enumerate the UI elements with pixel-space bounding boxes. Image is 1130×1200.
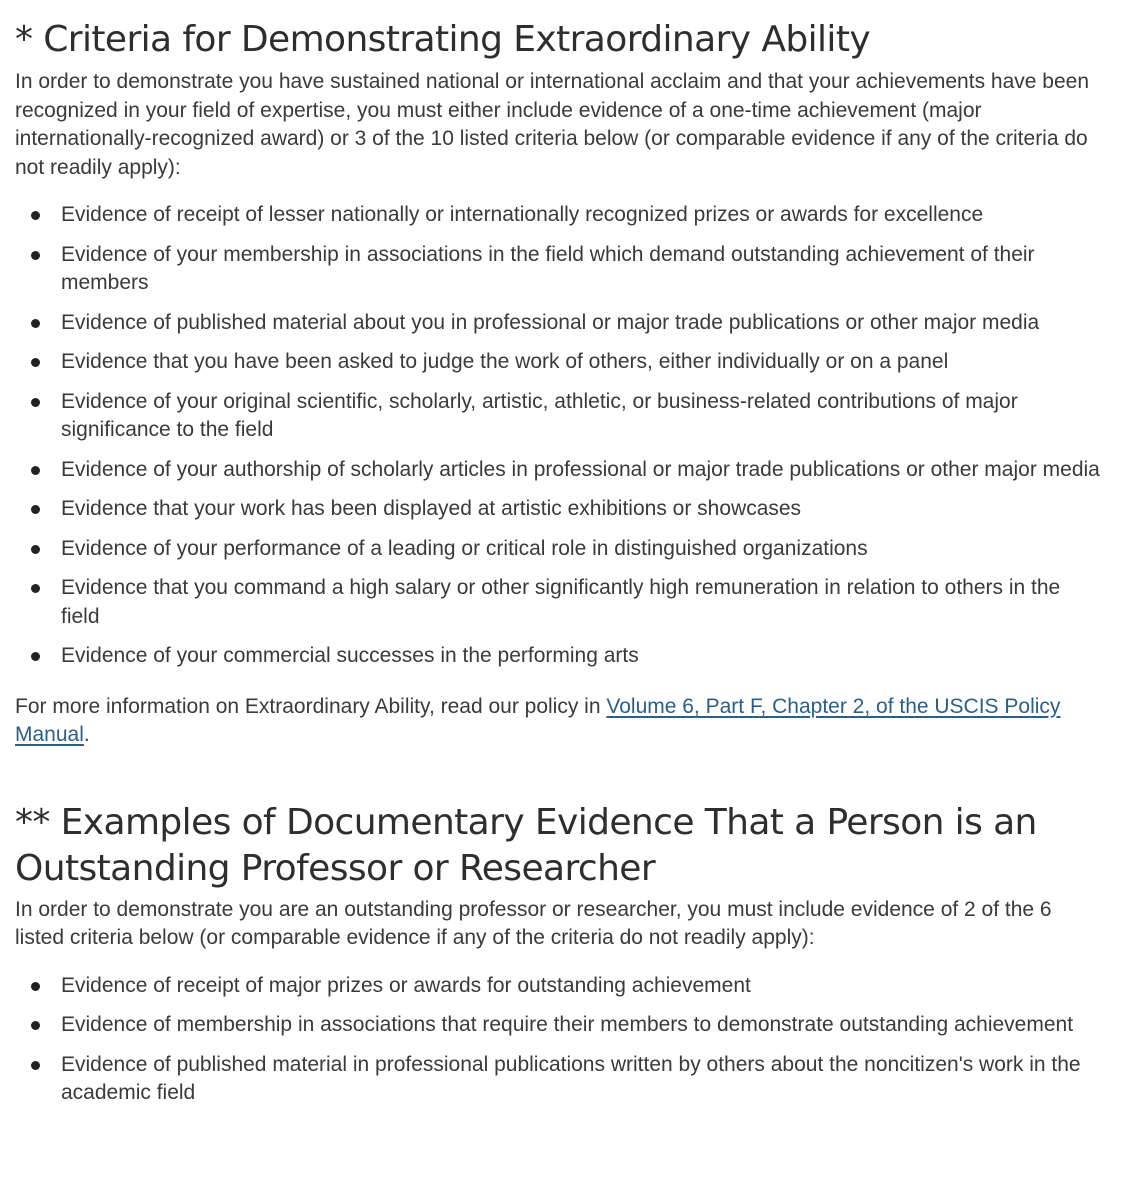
outstanding-professor-heading: ** Examples of Documentary Evidence That a Person is an Outstanding Professor or Researcher (15, 801, 1037, 889)
list-item-text: Evidence of receipt of major prizes or awards for outstanding achievement (61, 973, 751, 997)
list-item (15, 495, 1102, 524)
outstanding-professor-criteria-list (15, 972, 1102, 1108)
bullet-icon (31, 982, 40, 991)
list-item-text: Evidence that you command a high salary or other significantly high remuneration in relation to others in the field (61, 576, 1061, 628)
list-item (15, 241, 1102, 298)
list-item-text: Evidence that your work has been displayed at artistic exhibitions or showcases (61, 497, 802, 520)
bullet-icon (31, 319, 40, 328)
list-item (15, 642, 1102, 671)
extraordinary-ability-criteria-list (15, 201, 1102, 671)
list-item (15, 309, 1102, 338)
list-item-text: Evidence of your authorship of scholarly articles in professional or major trade publications or other major media (61, 457, 1100, 481)
bullet-icon (31, 1021, 40, 1030)
bullet-icon (31, 584, 40, 593)
list-item (15, 1011, 1102, 1040)
bullet-icon (31, 505, 40, 514)
list-item (15, 535, 1102, 564)
outstanding-professor-intro: In order to demonstrate you are an outstanding professor or researcher, you must include evidence of 2 of the 6 listed criteria below (or comparable evidence if any of the criteria do not readily apply): (15, 897, 1052, 949)
list-item (15, 348, 1102, 377)
bullet-icon (31, 545, 40, 554)
list-item-text: Evidence of receipt of lesser nationally or internationally recognized prizes or awards for excellence (61, 203, 984, 226)
more-info-prefix: For more information on Extraordinary Ability, read our policy in (15, 694, 607, 718)
bullet-icon (31, 652, 40, 661)
bullet-icon (31, 466, 40, 475)
extraordinary-ability-heading: * Criteria for Demonstrating Extraordinary Ability (15, 19, 871, 60)
list-item (15, 574, 1102, 631)
list-item (15, 201, 1102, 230)
list-item-text: Evidence of your performance of a leading or critical role in distinguished organizations (61, 536, 868, 560)
list-item (15, 972, 1102, 1001)
bullet-icon (31, 251, 40, 260)
bullet-icon (31, 398, 40, 407)
bullet-icon (31, 358, 40, 367)
list-item-text: Evidence of your membership in associations in the field which demand outstanding achievement of their members (61, 242, 1035, 294)
extraordinary-ability-intro: In order to demonstrate you have sustained national or international acclaim and that your achievements have been recognized in your field of expertise, you must either include evidence of a one-time achievement (major internationally-recognized award) or 3 of the 10 listed criteria below (or comparable evidence if any of the criteria do not readily apply): (15, 70, 1089, 179)
bullet-icon (31, 1061, 40, 1070)
list-item (15, 456, 1102, 485)
policy-manual-link[interactable]: Volume 6, Part F, Chapter 2, of the USCIS Policy Manual (15, 694, 1061, 746)
list-item-text: Evidence of your commercial successes in the performing arts (61, 644, 639, 667)
list-item-text: Evidence of your original scientific, scholarly, artistic, athletic, or business-related contributions of major significance to the field (61, 389, 1018, 441)
list-item-text: Evidence that you have been asked to judge the work of others, either individually or on a panel (61, 350, 949, 373)
list-item-text: Evidence of published material in professional publications written by others about the noncitizen's work in the academic field (61, 1052, 1081, 1104)
more-info-suffix: . (83, 723, 90, 746)
list-item-text: Evidence of published material about you in professional or major trade publications or other major media (61, 310, 1040, 334)
list-item (15, 1051, 1102, 1108)
outstanding-professor-section (15, 800, 1102, 1108)
list-item (15, 388, 1102, 445)
more-info-paragraph (15, 693, 1102, 750)
list-item-text: Evidence of membership in associations that require their members to demonstrate outstanding achievement (61, 1013, 1074, 1036)
bullet-icon (31, 211, 40, 220)
extraordinary-ability-section (15, 18, 1102, 750)
